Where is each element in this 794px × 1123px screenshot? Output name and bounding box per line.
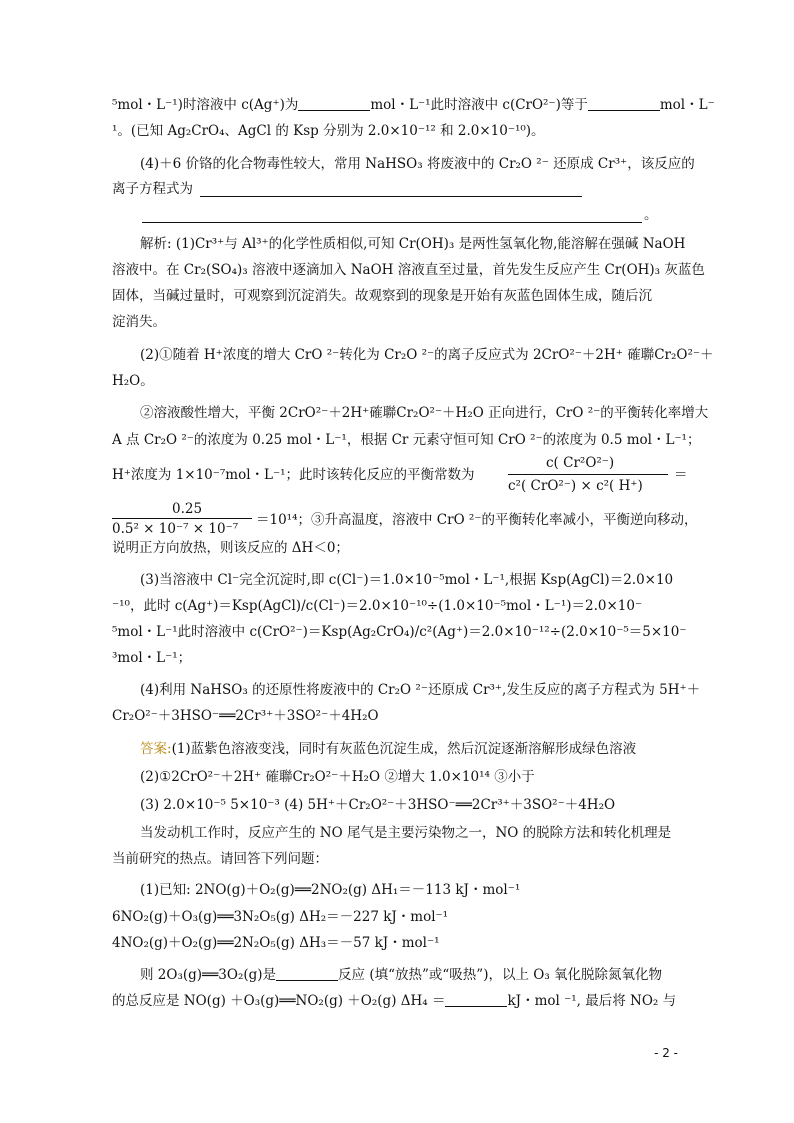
answer-line-1 (140, 740, 682, 758)
fraction-2-numerator: 0.25 (172, 501, 203, 517)
text-line-10: (2)①随着 H⁺浓度的增大 CrO ²⁻转化为 Cr₂O ²⁻的离子反应式为 2CrO²⁻＋2H⁺ 確聯Cr₂O²⁻＋ (140, 347, 714, 363)
equation-line-2: 6NO₂(g)＋O₃(g)══3N₂O₅(g) ΔH₂＝－227 kJ・mol⁻¹ (112, 909, 449, 925)
answer-rule-equation-2[interactable] (142, 222, 642, 223)
line-5-end: 。 (644, 207, 658, 223)
line-31-part-b: 反应 (填“放热”或“吸热”)，以上 O₃ 氧化脱除氮氧化物 (338, 967, 663, 983)
fraction-1-equals: ＝ (674, 467, 688, 483)
text-line-7: 溶液中。在 Cr₂(SO₄)₃ 溶液中逐滴加入 NaOH 溶液直至过量，首先发生反应产生 Cr(OH)₃ 灰蓝色 (112, 262, 705, 278)
text-line-11: H₂O。 (112, 373, 154, 389)
text-line-12: ②溶液酸性增大，平衡 2CrO²⁻＋2H⁺確聯Cr₂O²⁻＋H₂O 正向进行，CrO ²⁻的平衡转化率增大 (140, 405, 709, 421)
answer-text-1: (1)蓝紫色溶液变浅，同时有灰蓝色沉淀生成，然后沉淀逐渐溶解形成绿色溶液 (171, 741, 637, 757)
text-line-17: (3)当溶液中 Cl⁻完全沉淀时,即 c(Cl⁻)＝1.0×10⁻⁵mol・L⁻¹,根据 Ksp(AgCl)＝2.0×10 (140, 572, 674, 588)
line-31-part-a: 则 2O₃(g)══3O₂(g)是 (140, 967, 277, 983)
text-line-22: Cr₂O²⁻＋3HSO⁻══2Cr³⁺＋3SO²⁻＋4H₂O (112, 708, 379, 724)
text-line-13: A 点 Cr₂O ²⁻的浓度为 0.25 mol・L⁻¹，根据 Cr 元素守恒可知 CrO ²⁻的浓度为 0.5 mol・L⁻¹； (112, 432, 701, 448)
page-number: - 2 - (654, 1046, 678, 1060)
fraction-1-bar (508, 474, 668, 475)
text-line-26: 当发动机工作时，反应产生的 NO 尾气是主要污染物之一，NO 的脱除方法和转化机理是 (140, 825, 672, 841)
answer-blank-cro4[interactable] (588, 96, 660, 111)
text-line-16: 说明正方向放热，则该反应的 ΔH＜0； (112, 540, 349, 556)
text-line-21: (4)利用 NaHSO₃ 的还原性将废液中的 Cr₂O ²⁻还原成 Cr³⁺,发生反应的离子方程式为 5H⁺＋ (140, 682, 701, 698)
answer-blank-dh4[interactable] (445, 992, 507, 1007)
text-line-32 (112, 992, 682, 1010)
text-line-9: 淀消失。 (112, 314, 166, 330)
line-32-part-a: 的总反应是 NO(g) ＋O₃(g)══NO₂(g) ＋O₂(g) ΔH₄ ＝ (112, 993, 446, 1009)
text-line-8: 固体，当碱过量时，可观察到沉淀消失。故观察到的现象是开始有灰蓝色固体生成，随后沉 (112, 288, 652, 304)
text-line-15: ＝10¹⁴；③升高温度，溶液中 CrO ²⁻的平衡转化率减小，平衡逆向移动， (256, 512, 698, 528)
text-line-20: ³mol・L⁻¹； (112, 650, 192, 666)
text-line-19: ⁵mol・L⁻¹此时溶液中 c(CrO²⁻)＝Ksp(Ag₂CrO₄)/c²(Ag⁺)＝2.0×10⁻¹²÷(2.0×10⁻⁵＝5×10⁻ (112, 624, 687, 640)
text-line-14: H⁺浓度为 1×10⁻⁷mol・L⁻¹；此时该转化反应的平衡常数为 (112, 467, 475, 483)
answer-blank-exo-endo[interactable] (276, 966, 338, 981)
answer-rule-equation-1[interactable] (200, 196, 582, 197)
answer-label: 答案: (140, 741, 172, 757)
line-1-part-c: mol・L⁻ (659, 97, 715, 113)
equation-line-1: (1)已知: 2NO(g)＋O₂(g)══2NO₂(g) ΔH₁＝－113 kJ・mol⁻¹ (140, 882, 521, 898)
text-line-6: 解析: (1)Cr³⁺与 Al³⁺的化学性质相似,可知 Cr(OH)₃ 是两性氢氧化物,能溶解在强碱 NaOH (140, 236, 686, 252)
text-line-27: 当前研究的热点。请回答下列问题： (112, 851, 328, 867)
text-line-18: ⁻¹⁰，此时 c(Ag⁺)＝Ksp(AgCl)/c(Cl⁻)＝2.0×10⁻¹⁰÷(1.0×10⁻⁵mol・L⁻¹)＝2.0×10⁻ (112, 598, 643, 614)
fraction-1-numerator: c( Cr²O²⁻) (546, 455, 615, 471)
answer-line-2: (2)①2CrO²⁻＋2H⁺ 確聯Cr₂O²⁻＋H₂O ②增大 1.0×10¹⁴ ③小于 (140, 769, 535, 785)
fraction-1-denominator: c²( CrO²⁻) × c²( H⁺) (508, 478, 643, 494)
fraction-2-denominator: 0.5² × 10⁻⁷ × 10⁻⁷ (112, 521, 239, 537)
answer-blank-ag[interactable] (298, 96, 370, 111)
line-32-part-b: kJ・mol ⁻¹, 最后将 NO₂ 与 (507, 993, 677, 1009)
text-line-4: 离子方程式为 (112, 181, 193, 197)
line-1-part-b: mol・L⁻¹此时溶液中 c(CrO²⁻)等于 (370, 97, 588, 113)
text-line-31 (140, 966, 682, 984)
text-line-3: (4)＋6 价铬的化合物毒性较大，常用 NaHSO₃ 将废液中的 Cr₂O ²⁻ 还原成 Cr³⁺，该反应的 (140, 156, 695, 172)
equation-line-3: 4NO₂(g)＋O₂(g)══2N₂O₅(g) ΔH₃＝－57 kJ・mol⁻¹ (112, 935, 440, 951)
fraction-2-bar (112, 518, 252, 519)
answer-line-3: (3) 2.0×10⁻⁵ 5×10⁻³ (4) 5H⁺＋Cr₂O²⁻＋3HSO⁻══2Cr³⁺＋3SO²⁻＋4H₂O (140, 797, 616, 813)
line-1-part-a: ⁵mol・L⁻¹)时溶液中 c(Ag⁺)为 (112, 97, 299, 113)
text-line-2: ¹。(已知 Ag₂CrO₄、AgCl 的 Ksp 分别为 2.0×10⁻¹² 和 2.0×10⁻¹⁰)。 (112, 123, 545, 139)
text-line-1 (112, 96, 715, 114)
